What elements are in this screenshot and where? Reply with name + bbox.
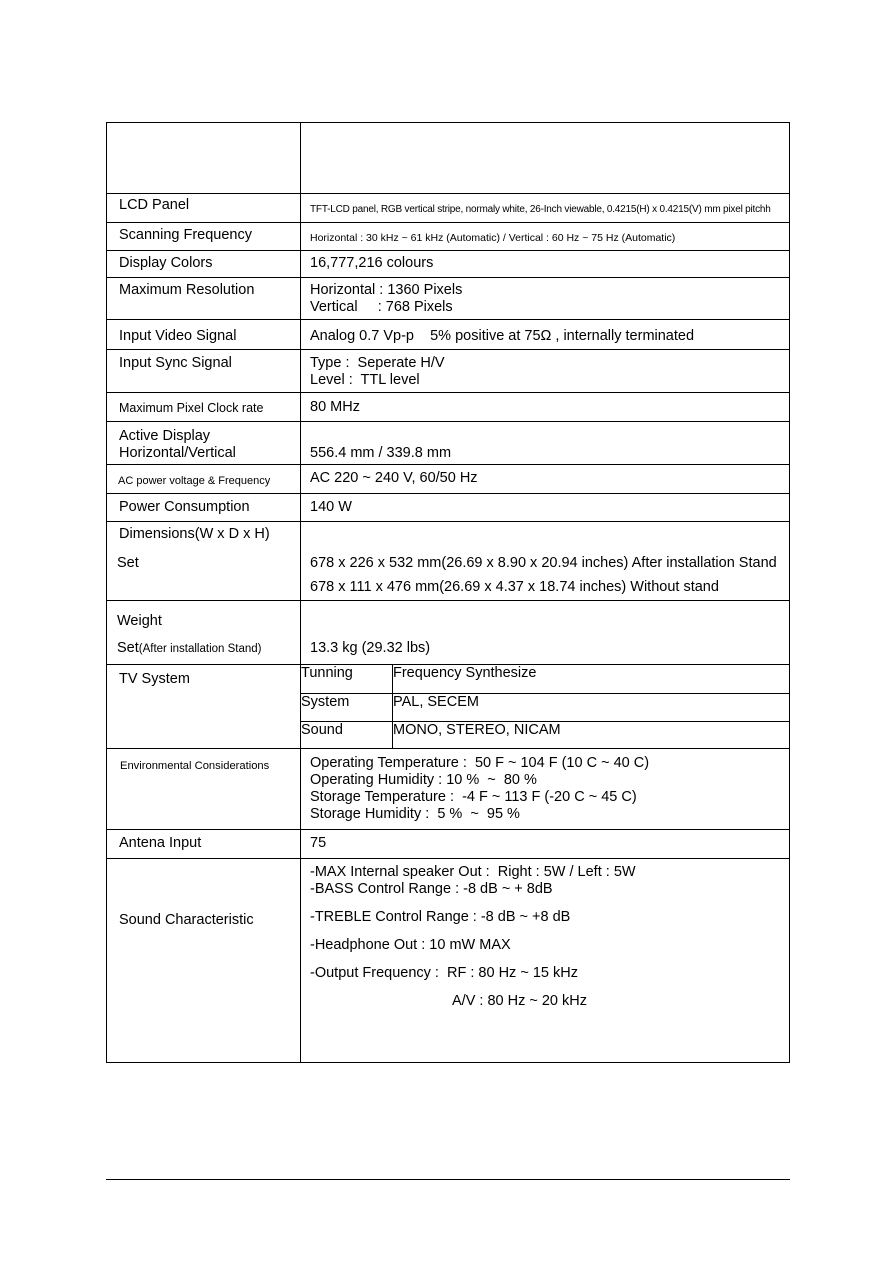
label-sound-characteristic: Sound Characteristic — [119, 912, 254, 928]
label-input-video-signal: Input Video Signal — [119, 328, 237, 344]
row-lcd-panel — [107, 194, 790, 223]
row-maximum-resolution — [107, 278, 790, 320]
header-value-cell — [301, 123, 790, 194]
value-weight: 13.3 kg (29.32 lbs) — [310, 640, 431, 656]
value-sync-type: Type : Seperate H/V — [310, 355, 445, 371]
tv-system-row — [301, 665, 789, 693]
label-antena-input: Antena Input — [119, 835, 202, 851]
value-bass-range: -BASS Control Range : -8 dB ~ + 8dB — [310, 881, 553, 897]
row-input-sync-signal — [107, 350, 790, 393]
value-operating-humidity: Operating Humidity : 10 % ~ 80 % — [310, 772, 537, 788]
tv-key: System — [301, 693, 393, 721]
value-resolution-horizontal: Horizontal : 1360 Pixels — [310, 282, 463, 298]
label-weight-note: (After installation Stand) — [138, 643, 262, 655]
label-lcd-panel: LCD Panel — [119, 197, 190, 213]
tv-key: Tunning — [301, 665, 393, 693]
value-dimensions-with-stand: 678 x 226 x 532 mm(26.69 x 8.90 x 20.94 inches) After installation Stand — [310, 555, 777, 571]
value-headphone-out: -Headphone Out : 10 mW MAX — [310, 937, 511, 953]
value-lcd-panel: TFT-LCD panel, RGB vertical stripe, normaly white, 26-Inch viewable, 0.4215(H) x 0.4215(V) mm pixel pitchh — [310, 204, 771, 215]
label-horizontal-vertical: Horizontal/Vertical — [119, 445, 236, 461]
value-scanning-frequency: Horizontal : 30 kHz ~ 61 kHz (Automatic) / Vertical : 60 Hz ~ 75 Hz (Automatic) — [310, 232, 676, 244]
value-dimensions-without-stand: 678 x 111 x 476 mm(26.69 x 4.37 x 18.74 inches) Without stand — [310, 579, 719, 595]
value-storage-temperature: Storage Temperature : -4 F ~ 113 F (-20 C ~ 45 C) — [310, 789, 637, 805]
value-operating-temperature: Operating Temperature : 50 F ~ 104 F (10 C ~ 40 C) — [310, 755, 650, 771]
label-maximum-resolution: Maximum Resolution — [119, 282, 255, 298]
label-scanning-frequency: Scanning Frequency — [119, 227, 252, 243]
row-tv-system — [107, 665, 790, 749]
row-environmental — [107, 749, 790, 830]
row-weight — [107, 601, 790, 665]
tv-value: PAL, SECEM — [393, 693, 790, 721]
value-maximum-pixel-clock: 80 MHz — [310, 399, 360, 415]
tv-system-row — [301, 721, 789, 748]
label-input-sync-signal: Input Sync Signal — [119, 355, 232, 371]
tv-value: MONO, STEREO, NICAM — [393, 721, 561, 738]
header-label-cell — [107, 123, 301, 194]
label-dimensions: Dimensions(W x D x H) — [119, 526, 270, 542]
label-dimensions-set: Set — [117, 555, 139, 571]
tv-value: Frequency Synthesize — [393, 665, 790, 693]
value-sync-level: Level : TTL level — [310, 372, 420, 388]
row-maximum-pixel-clock — [107, 393, 790, 422]
row-dimensions — [107, 522, 790, 601]
row-ac-power — [107, 465, 790, 494]
label-weight: Weight — [117, 613, 162, 629]
value-input-video-signal: Analog 0.7 Vp-p 5% positive at 75Ω , internally terminated — [310, 328, 695, 344]
value-resolution-vertical: Vertical : 768 Pixels — [310, 299, 453, 315]
label-weight-set: Set — [117, 640, 139, 656]
row-antena-input — [107, 830, 790, 859]
header-row — [107, 123, 790, 194]
label-environmental: Environmental Considerations — [120, 760, 270, 772]
label-display-colors: Display Colors — [119, 255, 213, 271]
spec-table — [106, 122, 790, 1063]
row-power-consumption — [107, 494, 790, 522]
value-active-display: 556.4 mm / 339.8 mm — [310, 445, 452, 461]
row-active-display — [107, 422, 790, 465]
tv-key: Sound — [301, 721, 393, 748]
value-display-colors: 16,777,216 colours — [310, 255, 434, 271]
label-maximum-pixel-clock: Maximum Pixel Clock rate — [119, 401, 264, 415]
value-output-frequency-rf: -Output Frequency : RF : 80 Hz ~ 15 kHz — [310, 965, 578, 981]
label-ac-power: AC power voltage & Frequency — [118, 475, 271, 487]
value-speaker-out: -MAX Internal speaker Out : Right : 5W / Left : 5W — [310, 864, 636, 880]
tv-system-subtable — [301, 665, 789, 748]
tv-system-row — [301, 693, 789, 721]
value-storage-humidity: Storage Humidity : 5 % ~ 95 % — [310, 806, 520, 822]
row-scanning-frequency — [107, 223, 790, 251]
row-display-colors — [107, 251, 790, 278]
value-output-frequency-av: A/V : 80 Hz ~ 20 kHz — [452, 993, 587, 1009]
label-tv-system: TV System — [119, 671, 190, 687]
footer-divider — [106, 1179, 790, 1180]
row-input-video-signal — [107, 320, 790, 350]
label-power-consumption: Power Consumption — [119, 499, 250, 515]
value-ac-power: AC 220 ~ 240 V, 60/50 Hz — [310, 470, 478, 486]
value-antena-input: 75 — [310, 835, 327, 851]
label-active-display: Active Display — [119, 428, 211, 444]
row-sound-characteristic — [107, 859, 790, 1063]
value-power-consumption: 140 W — [310, 499, 352, 515]
value-treble-range: -TREBLE Control Range : -8 dB ~ +8 dB — [310, 909, 571, 925]
